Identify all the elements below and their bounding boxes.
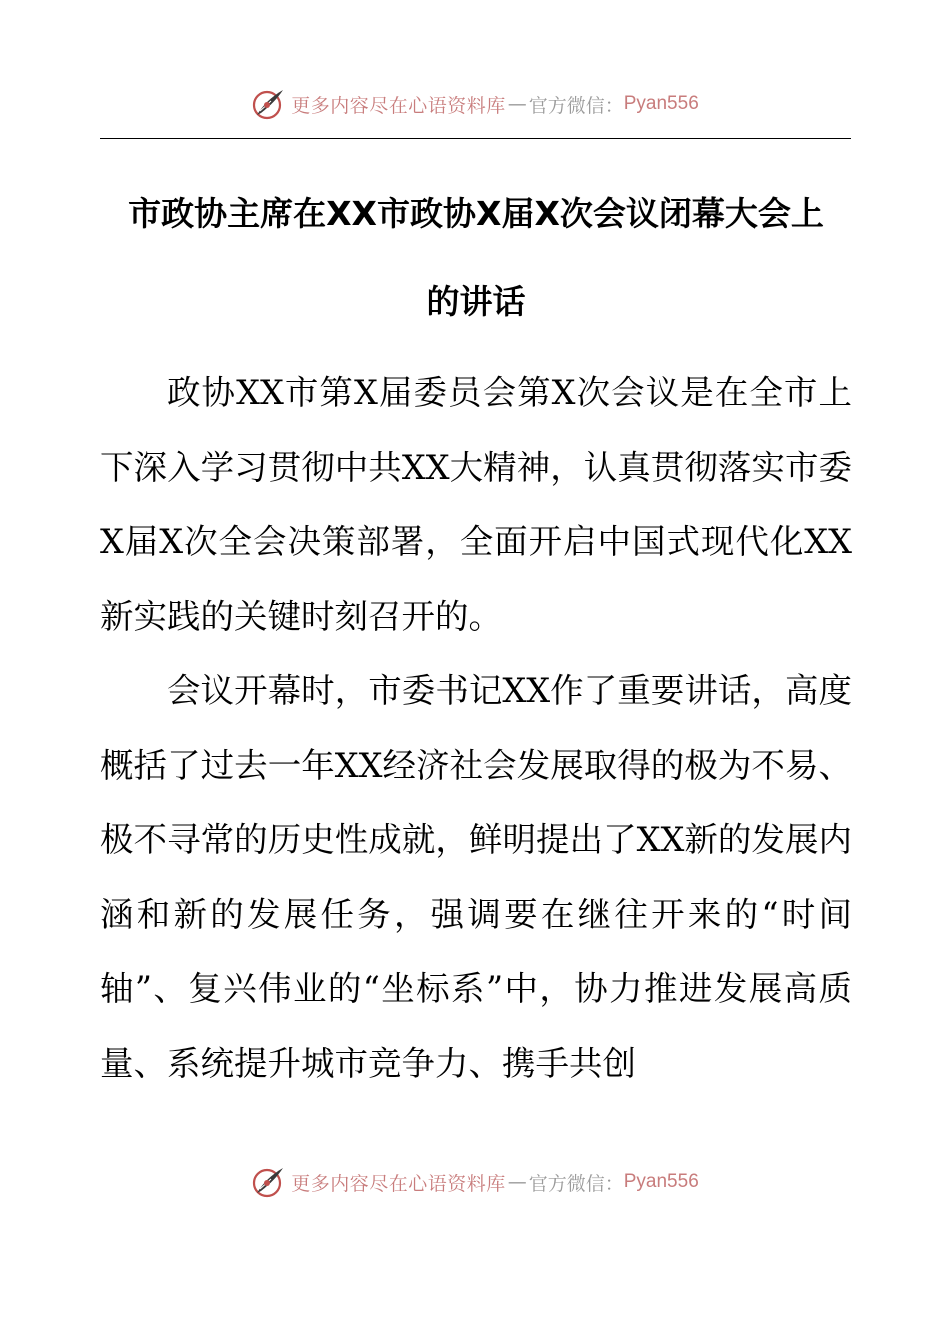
- watermark-text: 更多内容尽在心语资料库: [291, 1172, 506, 1195]
- watermark-text: 更多内容尽在心语资料库: [291, 94, 506, 117]
- document-body: [100, 356, 852, 1101]
- watermark-wechat-id: Pyan556: [623, 93, 699, 114]
- watermark-dash: —: [507, 1171, 527, 1193]
- quill-in-circle-icon: [251, 87, 285, 121]
- watermark-wechat-label: 官方微信：: [528, 1172, 624, 1195]
- document-title: [100, 170, 852, 346]
- quill-in-circle-icon: [251, 1165, 285, 1199]
- header-divider: [100, 138, 851, 139]
- watermark-wechat-id: Pyan556: [623, 1171, 699, 1192]
- watermark-dash: —: [507, 93, 527, 115]
- footer-watermark: [0, 1160, 950, 1204]
- title-line-1: 市政协主席在XX市政协X届X次会议闭幕大会上: [128, 194, 824, 233]
- body-paragraph-2: 会议开幕时，市委书记XX作了重要讲话，高度概括了过去一年XX经济社会发展取得的极为不易、极不寻常的历史性成就，鲜明提出了XX新的发展内涵和新的发展任务，强调要在继往开来的“时间轴”、复兴伟业的“坐标系”中，协力推进发展高质量、系统提升城市竞争力、携手共创: [100, 671, 852, 1083]
- header-watermark: [0, 82, 950, 126]
- body-paragraph-1: 政协XX市第X届委员会第X次会议是在全市上下深入学习贯彻中共XX大精神，认真贯彻落实市委X届X次全会决策部署，全面开启中国式现代化XX新实践的关键时刻召开的。: [100, 373, 852, 636]
- title-line-2: 的讲话: [426, 282, 526, 321]
- watermark-wechat-label: 官方微信：: [528, 94, 624, 117]
